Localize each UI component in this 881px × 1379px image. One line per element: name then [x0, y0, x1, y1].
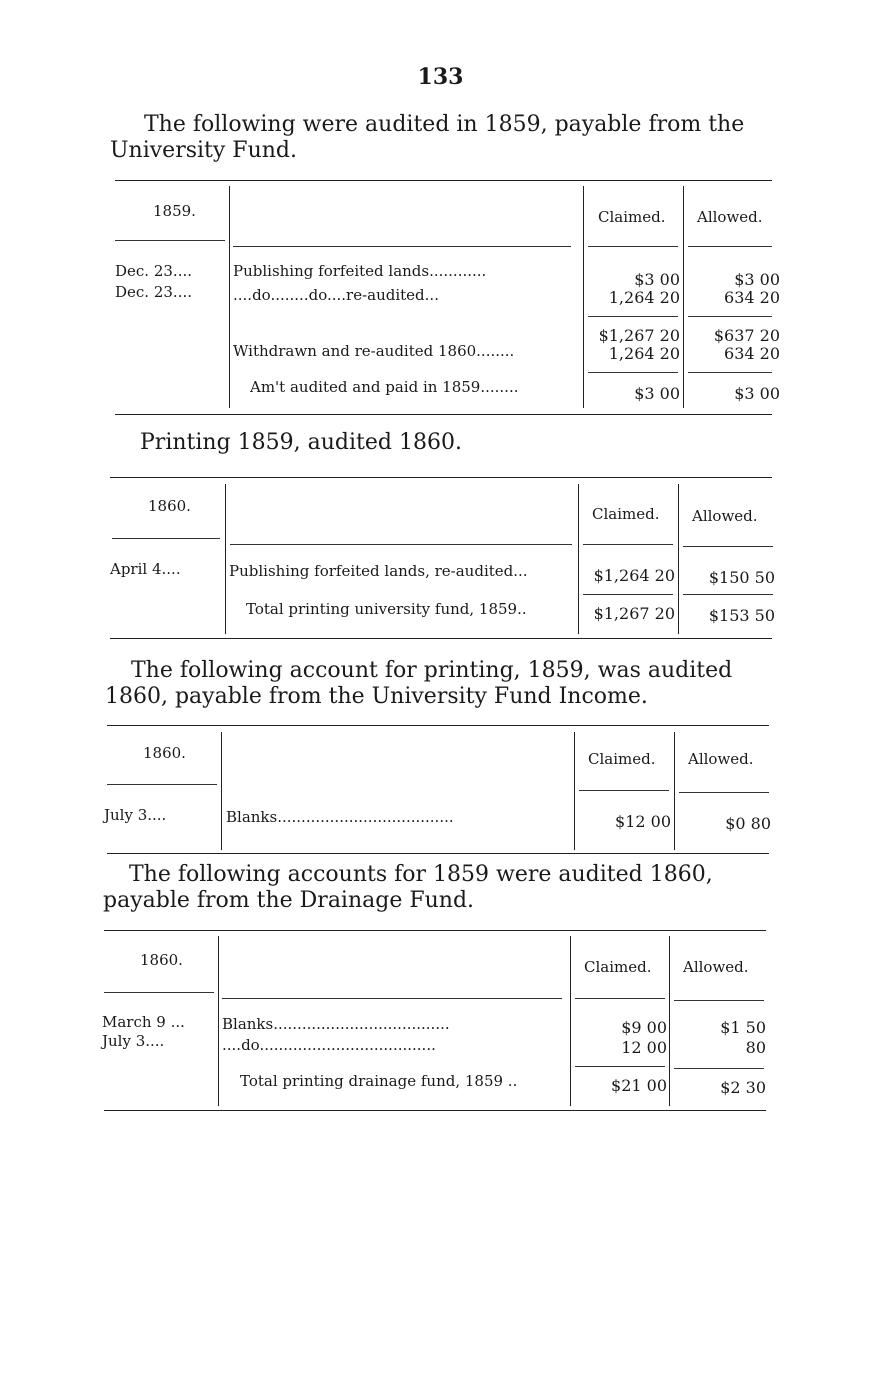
table-2-sub-rule [683, 546, 773, 547]
table-1-row-allowed: $3 00 [734, 270, 780, 289]
table-1-divider [229, 186, 230, 408]
table-4-row-date: July 3.... [102, 1032, 165, 1050]
table-2-divider [225, 484, 226, 634]
table-3-sub-rule [679, 792, 769, 793]
table-2-sub-rule [230, 544, 572, 545]
table-3-row-allowed: $0 80 [725, 814, 771, 833]
table-1-top-rule [115, 180, 772, 181]
intro-paragraph-1: The following were audited in 1859, payable from the University Fund. [110, 112, 745, 163]
intro-paragraph-2: The following account for printing, 1859, was audited 1860, payable from the University Fund Income. [105, 658, 733, 709]
table-1-row-description: Publishing forfeited lands............ [233, 262, 487, 280]
table-2-sub-rule [583, 544, 673, 545]
table-2-sum-rule [583, 594, 673, 595]
table-1-row-allowed: 634 20 [724, 288, 780, 307]
table-1-divider [683, 186, 684, 408]
table-2-divider [578, 484, 579, 634]
table-2-divider [678, 484, 679, 634]
table-1-withdrawn-description: Withdrawn and re-audited 1860........ [233, 342, 515, 360]
table-1-sub-rule [233, 246, 571, 247]
table-4-year: 1860. [140, 951, 183, 969]
table-4-divider [669, 936, 670, 1106]
table-1-row-date: Dec. 23.... [115, 283, 192, 301]
table-1-subtotal-allowed: $637 20 [713, 326, 780, 345]
table-3-row-date: July 3.... [104, 806, 167, 824]
table-2-row-claimed: $1,264 20 [593, 566, 675, 585]
table-1-claimed-header: Claimed. [598, 208, 666, 226]
table-3-claimed-header: Claimed. [588, 750, 656, 768]
table-2-total-allowed: $153 50 [708, 606, 775, 625]
table-4-row-claimed: 12 00 [621, 1038, 667, 1057]
table-3-allowed-header: Allowed. [688, 750, 754, 768]
table-4-sub-rule [104, 992, 214, 993]
table-4-total-claimed: $21 00 [611, 1076, 667, 1095]
table-4-total-description: Total printing drainage fund, 1859 .. [240, 1072, 518, 1090]
table-4-row-description: Blanks..................................... [222, 1015, 450, 1033]
table-1-sum-rule [588, 316, 678, 317]
table-1-bottom-rule [115, 414, 772, 415]
table-1-sum-rule [688, 316, 772, 317]
table-1-year: 1859. [153, 202, 196, 220]
table-3-row-claimed: $12 00 [615, 812, 671, 831]
table-2-row-description: Publishing forfeited lands, re-audited... [229, 562, 528, 580]
table-4-divider [218, 936, 219, 1106]
table-1-row-date: Dec. 23.... [115, 262, 192, 280]
table-2-bottom-rule [110, 638, 772, 639]
table-2-sub-rule [112, 538, 220, 539]
table-4-total-allowed: $2 30 [720, 1078, 766, 1097]
table-1-sub-rule [688, 246, 772, 247]
table-3-divider [574, 732, 575, 850]
table-1-sub-rule [588, 246, 678, 247]
table-4-claimed-header: Claimed. [584, 958, 652, 976]
table-3-divider [221, 732, 222, 850]
table-1-sum-rule [688, 372, 772, 373]
table-4-divider [570, 936, 571, 1106]
table-4-sub-rule [575, 998, 665, 999]
table-1-withdrawn-claimed: 1,264 20 [608, 344, 680, 363]
table-2-claimed-header: Claimed. [592, 505, 660, 523]
table-3-top-rule [107, 725, 769, 726]
table-1-row-claimed: 1,264 20 [608, 288, 680, 307]
table-3-year: 1860. [143, 744, 186, 762]
table-1-paid-claimed: $3 00 [634, 384, 680, 403]
table-2-allowed-header: Allowed. [692, 507, 758, 525]
table-4-sub-rule [674, 1000, 764, 1001]
table-2-row-date: April 4.... [110, 560, 181, 578]
table-1-subtotal-claimed: $1,267 20 [598, 326, 680, 345]
table-2-total-claimed: $1,267 20 [593, 604, 675, 623]
table-1-sum-rule [588, 372, 678, 373]
table-4-sum-rule [575, 1066, 665, 1067]
table-4-row-claimed: $9 00 [621, 1018, 667, 1037]
table-2-year: 1860. [148, 497, 191, 515]
table-1-paid-allowed: $3 00 [734, 384, 780, 403]
page-number: 133 [417, 64, 464, 90]
table-3-sub-rule [579, 790, 669, 791]
table-1-row-claimed: $3 00 [634, 270, 680, 289]
table-4-top-rule [104, 930, 766, 931]
table-4-sum-rule [674, 1068, 764, 1069]
table-2-sum-rule [683, 594, 773, 595]
table-4-allowed-header: Allowed. [683, 958, 749, 976]
table-1-withdrawn-allowed: 634 20 [724, 344, 780, 363]
table-3-bottom-rule [107, 853, 769, 854]
table-3-divider [674, 732, 675, 850]
intro-paragraph-3: The following accounts for 1859 were audited 1860, payable from the Drainage Fund. [103, 862, 713, 913]
table-3-sub-rule [107, 784, 217, 785]
section-heading-printing: Printing 1859, audited 1860. [140, 430, 462, 455]
table-1-sub-rule [115, 240, 225, 241]
table-2-total-description: Total printing university fund, 1859.. [246, 600, 527, 618]
table-2-row-allowed: $150 50 [708, 568, 775, 587]
table-3-row-description: Blanks..................................... [226, 808, 454, 826]
table-1-divider [583, 186, 584, 408]
table-4-row-date: March 9 ... [102, 1013, 185, 1031]
table-4-row-description: ....do..................................... [222, 1036, 436, 1054]
table-4-sub-rule [222, 998, 562, 999]
table-4-bottom-rule [104, 1110, 766, 1111]
table-4-row-allowed: 80 [745, 1038, 766, 1057]
table-1-allowed-header: Allowed. [697, 208, 763, 226]
table-1-paid-description: Am't audited and paid in 1859........ [250, 378, 519, 396]
table-2-top-rule [110, 477, 772, 478]
table-1-row-description: ....do........do....re-audited... [233, 286, 439, 304]
table-4-row-allowed: $1 50 [720, 1018, 766, 1037]
